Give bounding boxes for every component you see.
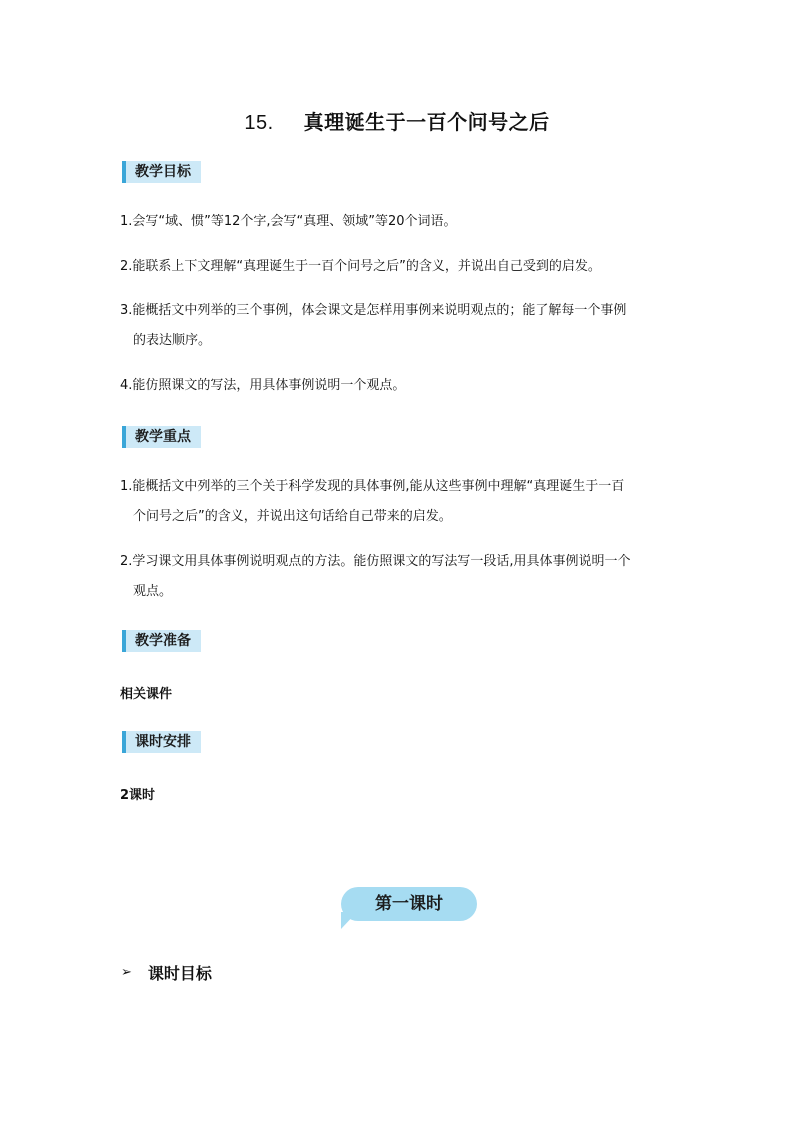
objective-item-1: 1.会写“域、惯”等12个字,会写“真理、领域”等20个词语。: [120, 214, 457, 229]
lesson-title-text: 真理诞生于一百个问号之后: [303, 110, 550, 134]
lesson-objectives-heading: [121, 961, 212, 984]
section-heading-label: 教学准备: [126, 630, 201, 652]
objective-item-4: 4.能仿照课文的写法，用具体事例说明一个观点。: [120, 378, 406, 393]
schedule-text: 2课时: [120, 788, 156, 803]
key-point-item-1: [120, 472, 680, 532]
preparation-text: 相关课件: [120, 687, 173, 702]
page-title: [0, 106, 794, 135]
key-point-item-2-line-2: 观点。: [133, 584, 173, 599]
section-heading-objectives: [122, 161, 201, 183]
objective-item-3-line-2: 的表达顺序。: [133, 333, 212, 348]
section-heading-label: 教学重点: [126, 426, 201, 448]
objective-item-2: 2.能联系上下文理解“真理诞生于一百个问号之后”的含义，并说出自己受到的启发。: [120, 259, 601, 274]
section-heading-schedule: [122, 731, 201, 753]
section-heading-label: 教学目标: [126, 161, 201, 183]
section-heading-key-points: [122, 426, 201, 448]
lesson-badge: 第一课时: [341, 887, 477, 921]
key-point-item-2: [120, 547, 680, 607]
key-point-item-1-line-2: 个问号之后”的含义，并说出这句话给自己带来的启发。: [133, 509, 452, 524]
arrow-bullet-icon: ➢: [121, 965, 132, 980]
objective-item-3: [120, 296, 680, 356]
lesson-objectives-heading-text: 课时目标: [147, 964, 212, 983]
lesson-number: 15.: [244, 112, 274, 134]
key-point-item-2-line-1: 2.学习课文用具体事例说明观点的方法。能仿照课文的写法写一段话,用具体事例说明一个: [120, 554, 631, 569]
objective-item-3-line-1: 3.能概括文中列举的三个事例，体会课文是怎样用事例来说明观点的；能了解每一个事例: [120, 303, 627, 318]
key-point-item-1-line-1: 1.能概括文中列举的三个关于科学发现的具体事例,能从这些事例中理解“真理诞生于一百: [120, 479, 625, 494]
section-heading-preparation: [122, 630, 201, 652]
section-heading-label: 课时安排: [126, 731, 201, 753]
